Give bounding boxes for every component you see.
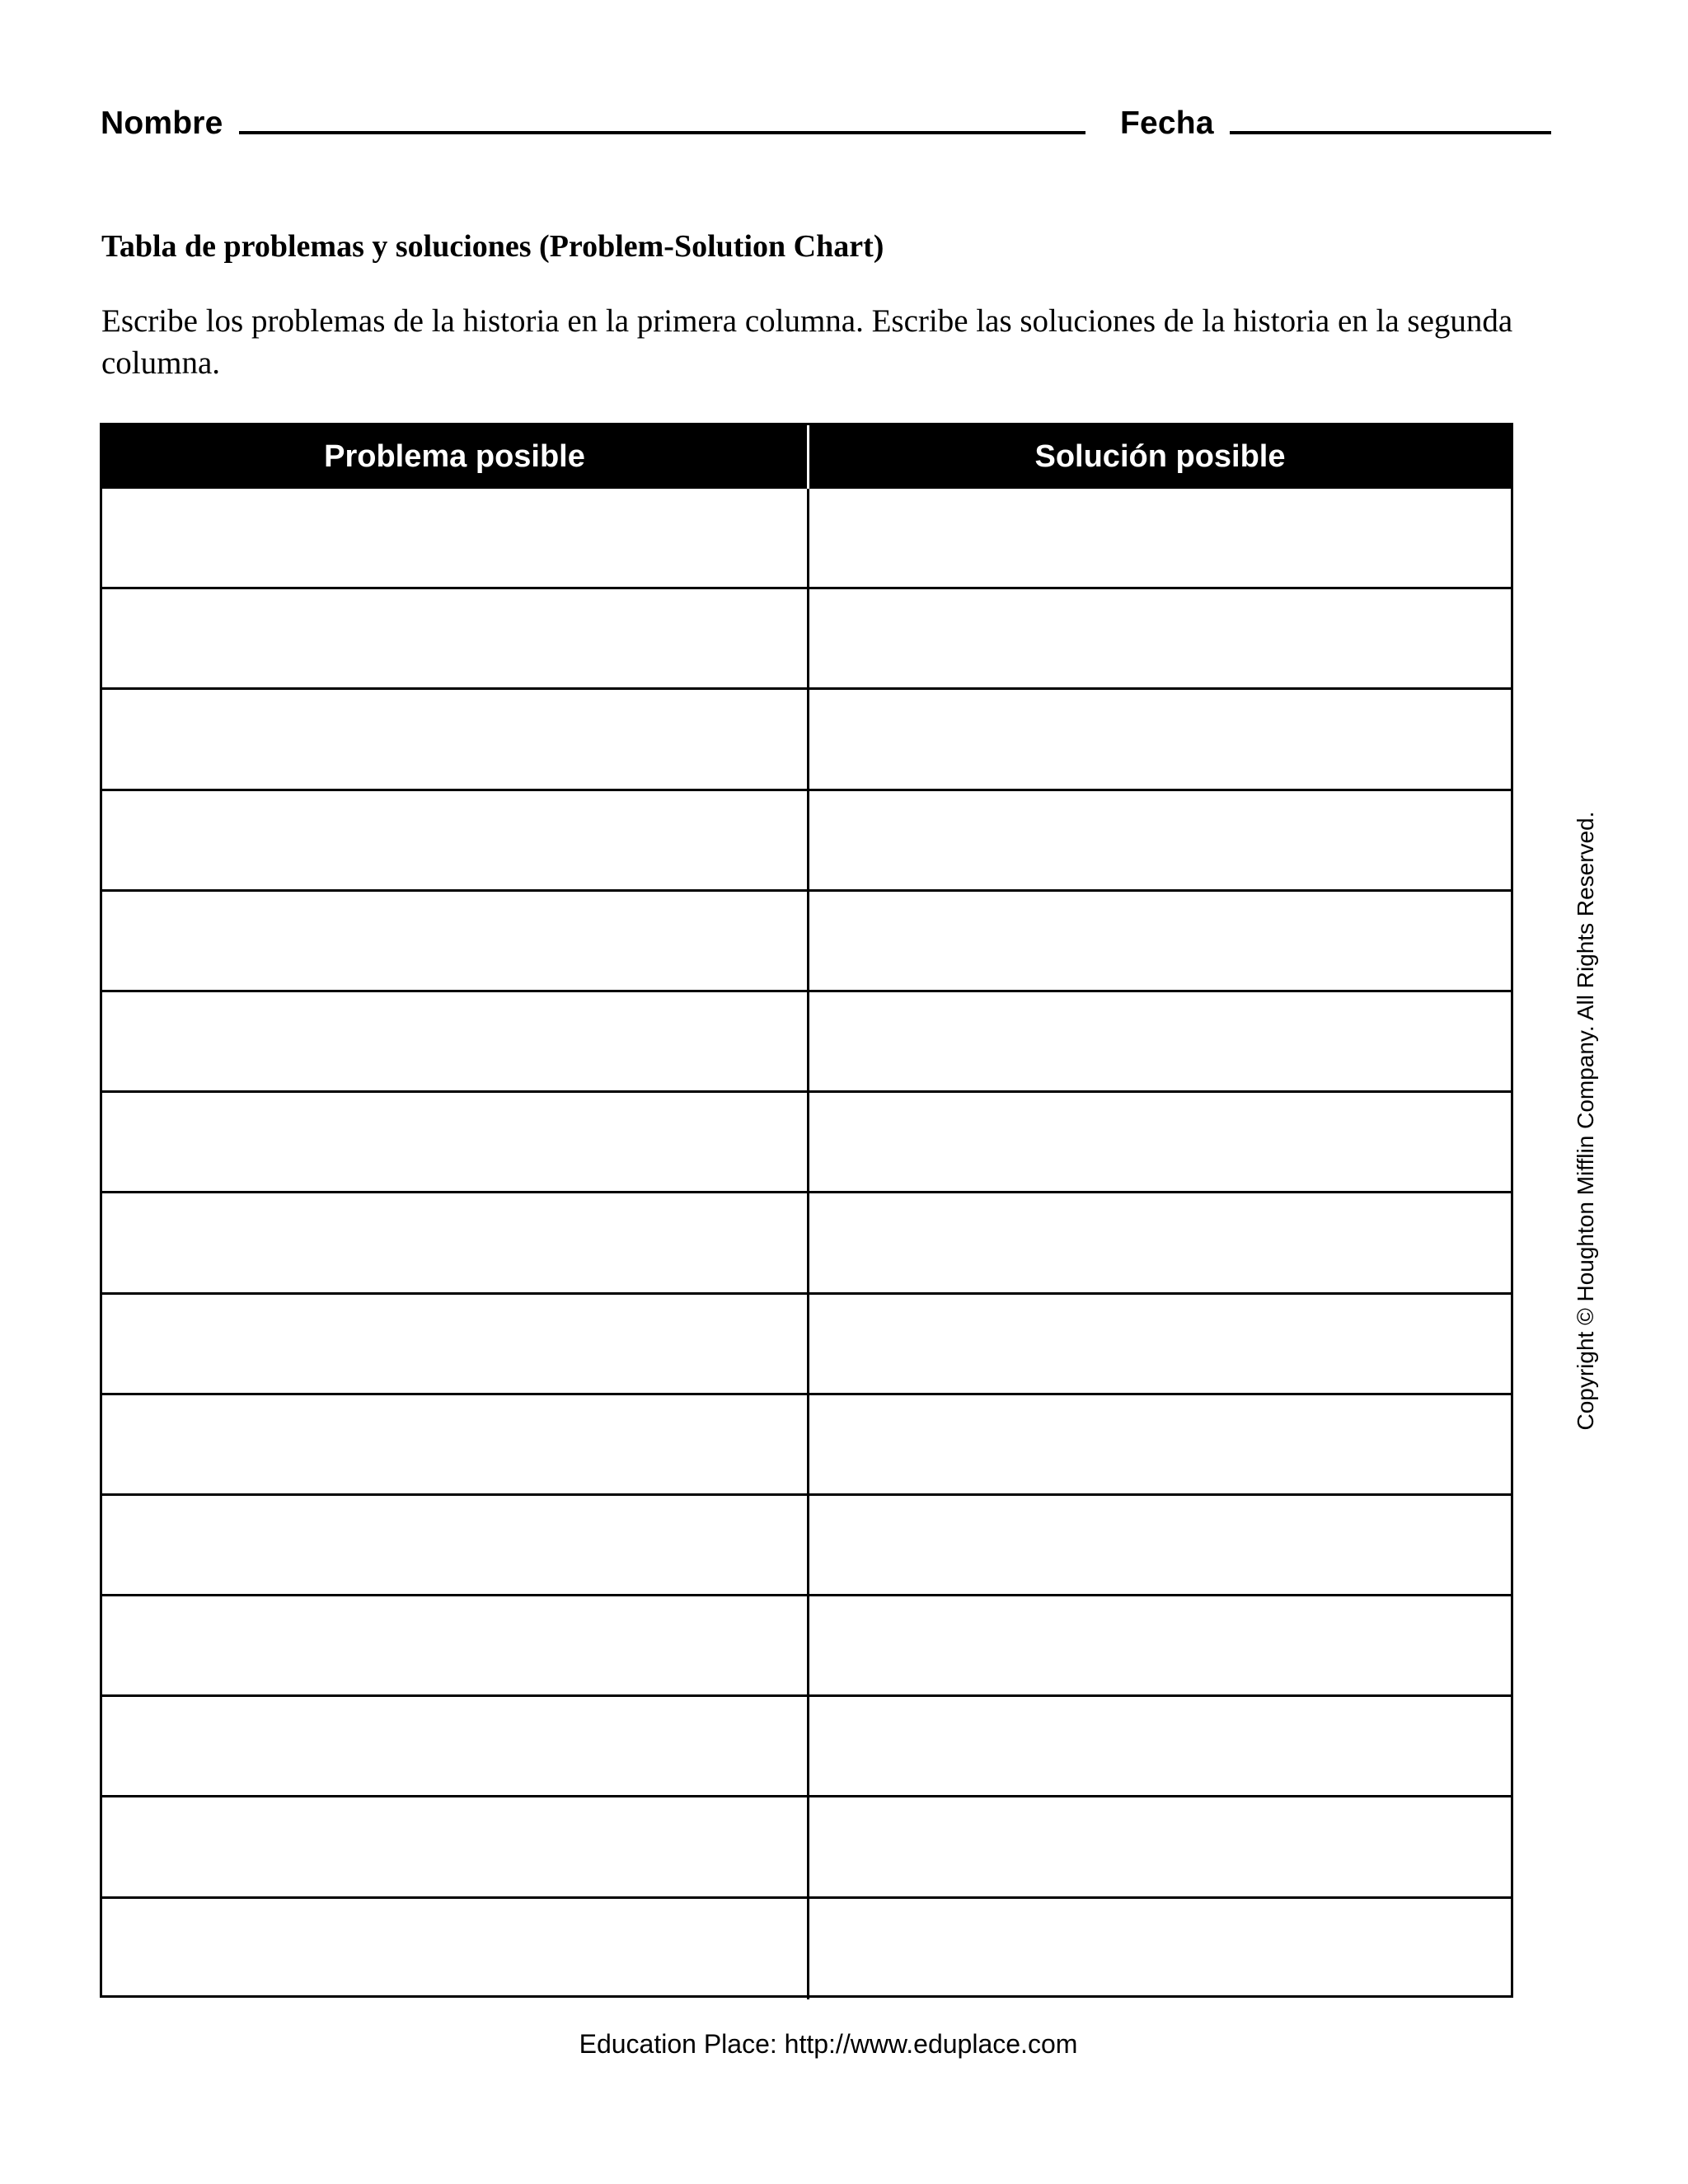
solution-cell[interactable] [809,1899,1511,1999]
solution-cell[interactable] [809,892,1511,990]
solution-cell[interactable] [809,1697,1511,1795]
table-row [102,1797,1511,1898]
date-field[interactable] [1230,131,1551,134]
problem-cell[interactable] [102,892,809,990]
solution-cell[interactable] [809,589,1511,687]
problem-cell[interactable] [102,1797,809,1896]
column-header-problem: Problema posible [324,439,585,474]
table-row [102,1395,1511,1496]
problem-cell[interactable] [102,992,809,1090]
problem-cell[interactable] [102,690,809,788]
copyright-text: Copyright © Houghton Mifflin Company. All Rights Reserved. [1573,811,1598,1431]
date-label: Fecha [1120,105,1214,141]
table-row [102,1093,1511,1193]
instructions-text: Escribe los problemas de la historia en la primera columna. Escribe las soluciones de la historia en la segunda columna. [101,303,1513,381]
problem-cell[interactable] [102,1295,809,1393]
solution-cell[interactable] [809,489,1511,587]
problem-cell[interactable] [102,589,809,687]
table-row [102,1295,1511,1395]
problem-cell[interactable] [102,489,809,587]
problem-solution-chart [100,423,1513,1998]
solution-cell[interactable] [809,1193,1511,1291]
name-label: Nombre [101,105,223,141]
problem-cell[interactable] [102,1596,809,1694]
solution-cell[interactable] [809,1496,1511,1594]
solution-cell[interactable] [809,1395,1511,1493]
column-header-solution: Solución posible [1034,439,1286,474]
solution-cell[interactable] [809,1093,1511,1191]
problem-cell[interactable] [102,1899,809,1999]
solution-cell[interactable] [809,1295,1511,1393]
chart-body [102,489,1511,1995]
problem-cell[interactable] [102,1496,809,1594]
worksheet-title: Tabla de problemas y soluciones (Problem-Solution Chart) [101,229,884,264]
table-row [102,992,1511,1093]
chart-header-row [102,425,1511,489]
name-field[interactable] [239,131,1085,134]
solution-cell[interactable] [809,1797,1511,1896]
solution-cell[interactable] [809,791,1511,889]
problem-cell[interactable] [102,1093,809,1191]
table-row [102,1899,1511,1999]
table-row [102,1596,1511,1697]
table-row [102,489,1511,589]
name-date-header [101,99,1551,148]
solution-cell[interactable] [809,1596,1511,1694]
footer-credit: Education Place: http://www.eduplace.com [579,2029,1078,2059]
table-row [102,1496,1511,1596]
table-row [102,1697,1511,1797]
problem-cell[interactable] [102,1697,809,1795]
problem-cell[interactable] [102,1395,809,1493]
solution-cell[interactable] [809,690,1511,788]
table-row [102,892,1511,992]
table-row [102,690,1511,790]
solution-cell[interactable] [809,992,1511,1090]
problem-cell[interactable] [102,791,809,889]
table-row [102,1193,1511,1294]
table-row [102,589,1511,690]
problem-cell[interactable] [102,1193,809,1291]
table-row [102,791,1511,892]
